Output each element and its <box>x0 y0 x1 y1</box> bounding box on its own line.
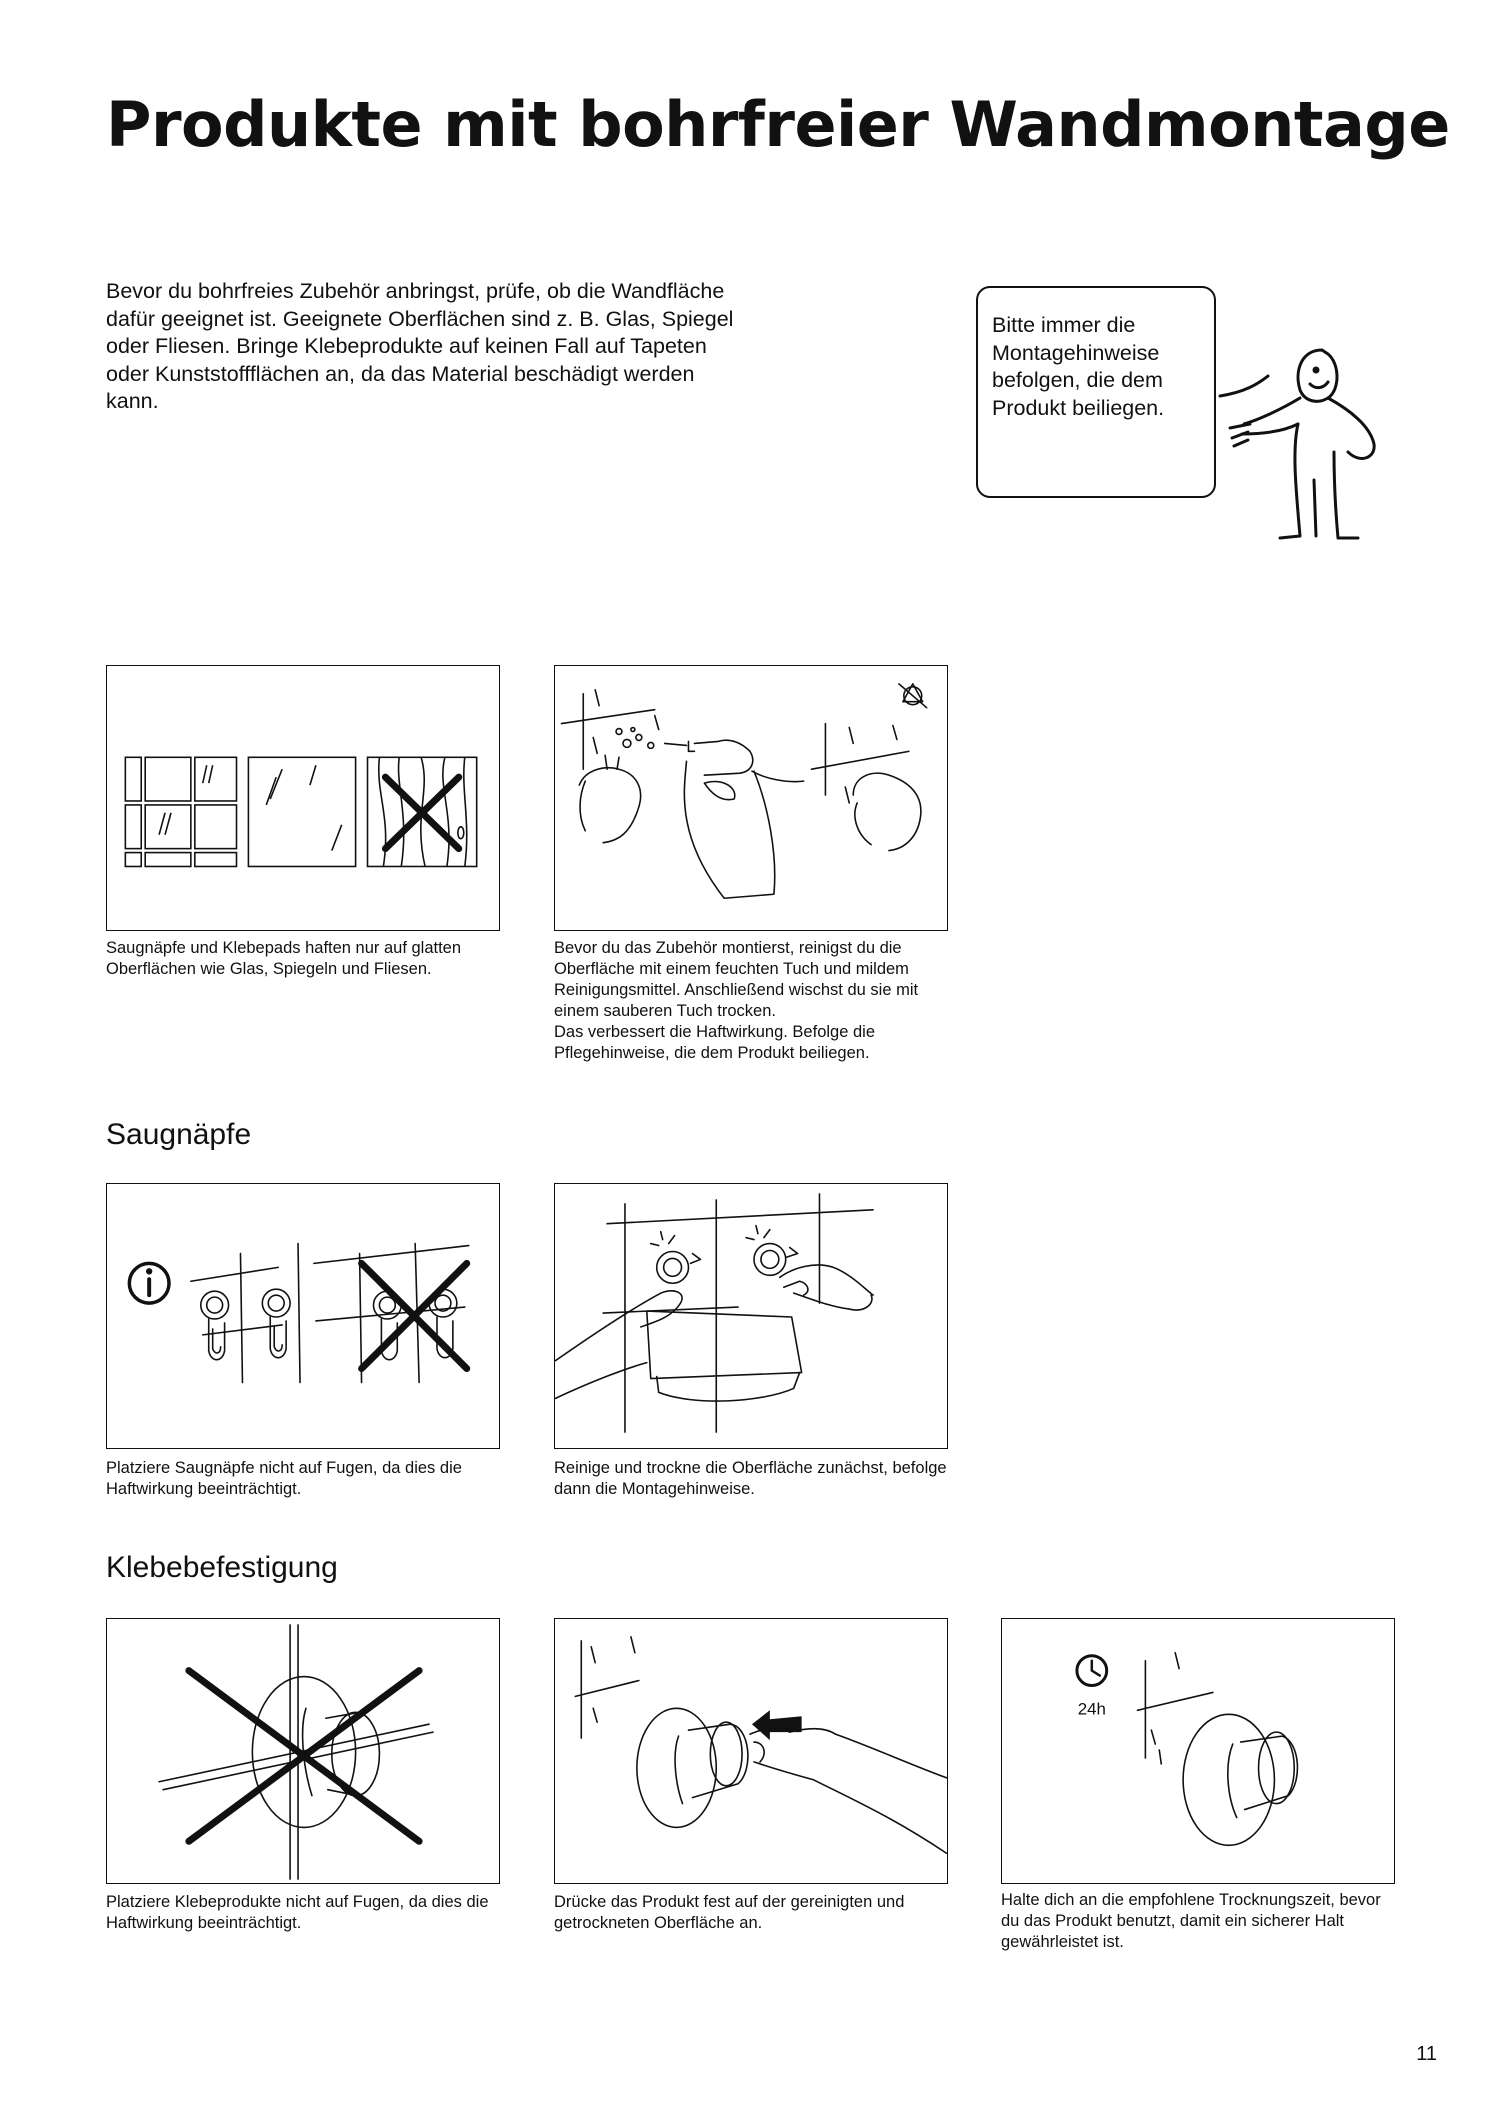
panel-surfaces <box>106 665 500 931</box>
caption-suction-joints-text: Platziere Saugnäpfe nicht auf Fugen, da dies die Haftwirkung beeinträchtigt. <box>106 1459 462 1498</box>
panel-adhesive-joints <box>106 1618 500 1884</box>
section-heading-adhesive: Klebebefestigung <box>106 1551 338 1584</box>
caption-surfaces-text: Saugnäpfe und Klebepads haften nur auf glatten Oberflächen wie Glas, Spiegeln und Fliesen. <box>106 939 462 978</box>
caption-suction-joints <box>106 1458 506 1500</box>
section-heading-suction: Saugnäpfe <box>106 1118 252 1151</box>
caption-adhesive-wait <box>1001 1890 1401 1953</box>
no-cleaner-icon <box>899 684 927 708</box>
caption-adhesive-press <box>554 1892 954 1934</box>
pointing-figure-illustration <box>1210 340 1400 550</box>
caption-suction-mount <box>554 1458 954 1500</box>
speech-bubble: Bitte immer die Montagehinweise befolgen, die dem Produkt beiliegen. <box>976 286 1216 498</box>
clock-icon <box>1077 1656 1107 1686</box>
caption-cleaning-text-1: Bevor du das Zubehör montierst, reinigst du die Oberfläche mit einem feuchten Tuch und mildem Reinigungsmittel. Anschließend wischst du sie mit einem sauberen Tuch trocken. <box>554 939 919 1020</box>
cross-mark-icon <box>189 1671 419 1842</box>
page-title: Produkte mit bohrfreier Wandmontage <box>106 88 1450 161</box>
panel-adhesive-wait <box>1001 1618 1395 1884</box>
panel-cleaning <box>554 665 948 931</box>
panel-suction-joints <box>106 1183 500 1449</box>
caption-cleaning-text-2: Das verbessert die Haftwirkung. Befolge die Pflegehinweise, die dem Produkt beiliegen. <box>554 1023 875 1062</box>
caption-adhesive-wait-text: Halte dich an die empfohlene Trocknungszeit, bevor du das Produkt benutzt, damit ein sicherer Halt gewährleistet ist. <box>1001 1891 1381 1951</box>
caption-surfaces <box>106 938 506 980</box>
info-icon <box>129 1263 169 1303</box>
intro-paragraph: Bevor du bohrfreies Zubehör anbringst, prüfe, ob die Wandfläche dafür geeignet ist. Geeignete Oberflächen sind z. B. Glas, Spiegel oder Fliesen. Bringe Klebeprodukte auf keinen Fall auf Tapeten oder Kunststoffflächen an, da das Material beschädigt werden kann. <box>106 279 734 413</box>
panel-suction-mount <box>554 1183 948 1449</box>
caption-adhesive-press-text: Drücke das Produkt fest auf der gereinigten und getrockneten Oberfläche an. <box>554 1893 905 1932</box>
caption-cleaning <box>554 938 954 1064</box>
caption-adhesive-joints <box>106 1892 506 1934</box>
caption-adhesive-joints-text: Platziere Klebeprodukte nicht auf Fugen, da dies die Haftwirkung beeinträchtigt. <box>106 1893 489 1932</box>
page-number: 11 <box>1416 2043 1437 2065</box>
panel-adhesive-press <box>554 1618 948 1884</box>
arrow-left-icon <box>752 1710 802 1740</box>
caption-suction-mount-text: Reinige und trockne die Oberfläche zunächst, befolge dann die Montagehinweise. <box>554 1459 947 1498</box>
drying-time-label: 24h <box>1077 1699 1106 1719</box>
